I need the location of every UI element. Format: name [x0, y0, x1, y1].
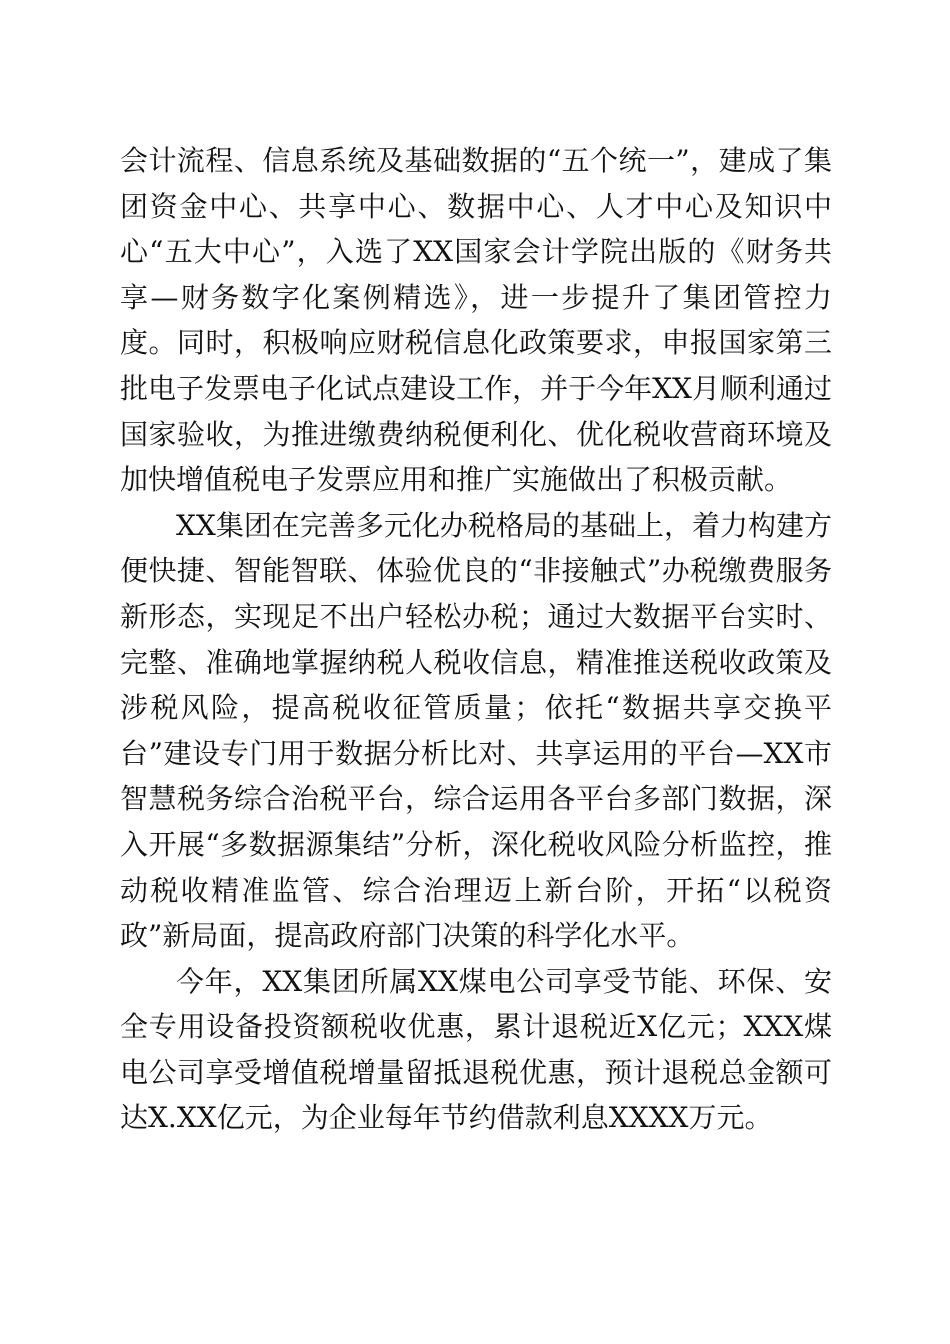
paragraph-2: XX集团在完善多元化办税格局的基础上，着力构建方便快捷、智能智联、体验优良的“非接触式”办税缴费服务新形态，实现足不出户轻松办税；通过大数据平台实时、完整、准确地掌握纳税人税收信息，精准推送税收政策及涉税风险，提高税收征管质量；依托“数据共享交换平台”建设专门用于数据分析比对、共享运用的平台—XX市智慧税务综合治税平台，综合运用各平台多部门数据，深入开展“多数据源集结”分析，深化税收风险分析监控，推动税收精准监管、综合治理迈上新台阶，开拓“以税资政”新局面，提高政府部门决策的科学化水平。: [120, 508, 832, 953]
paragraph-1: 会计流程、信息系统及基础数据的“五个统一”，建成了集团资金中心、共享中心、数据中心、人才中心及知识中心“五大中心”，入选了XX国家会计学院出版的《财务共享—财务数字化案例精选》，进一步提升了集团管控力度。同时，积极响应财税信息化政策要求，申报国家第三批电子发票电子化试点建设工作，并于今年XX月顺利通过国家验收，为推进缴费纳税便利化、优化税收营商环境及加快增值税电子发票应用和推广实施做出了积极贡献。: [120, 144, 832, 497]
paragraph-3: 今年，XX集团所属XX煤电公司享受节能、环保、安全专用设备投资额税收优惠，累计退税近X亿元；XXX煤电公司享受增值税增量留抵退税优惠，预计退税总金额可达X.XX亿元，为企业每年节约借款利息XXXX万元。: [120, 964, 832, 1135]
document-body: [120, 138, 832, 1141]
